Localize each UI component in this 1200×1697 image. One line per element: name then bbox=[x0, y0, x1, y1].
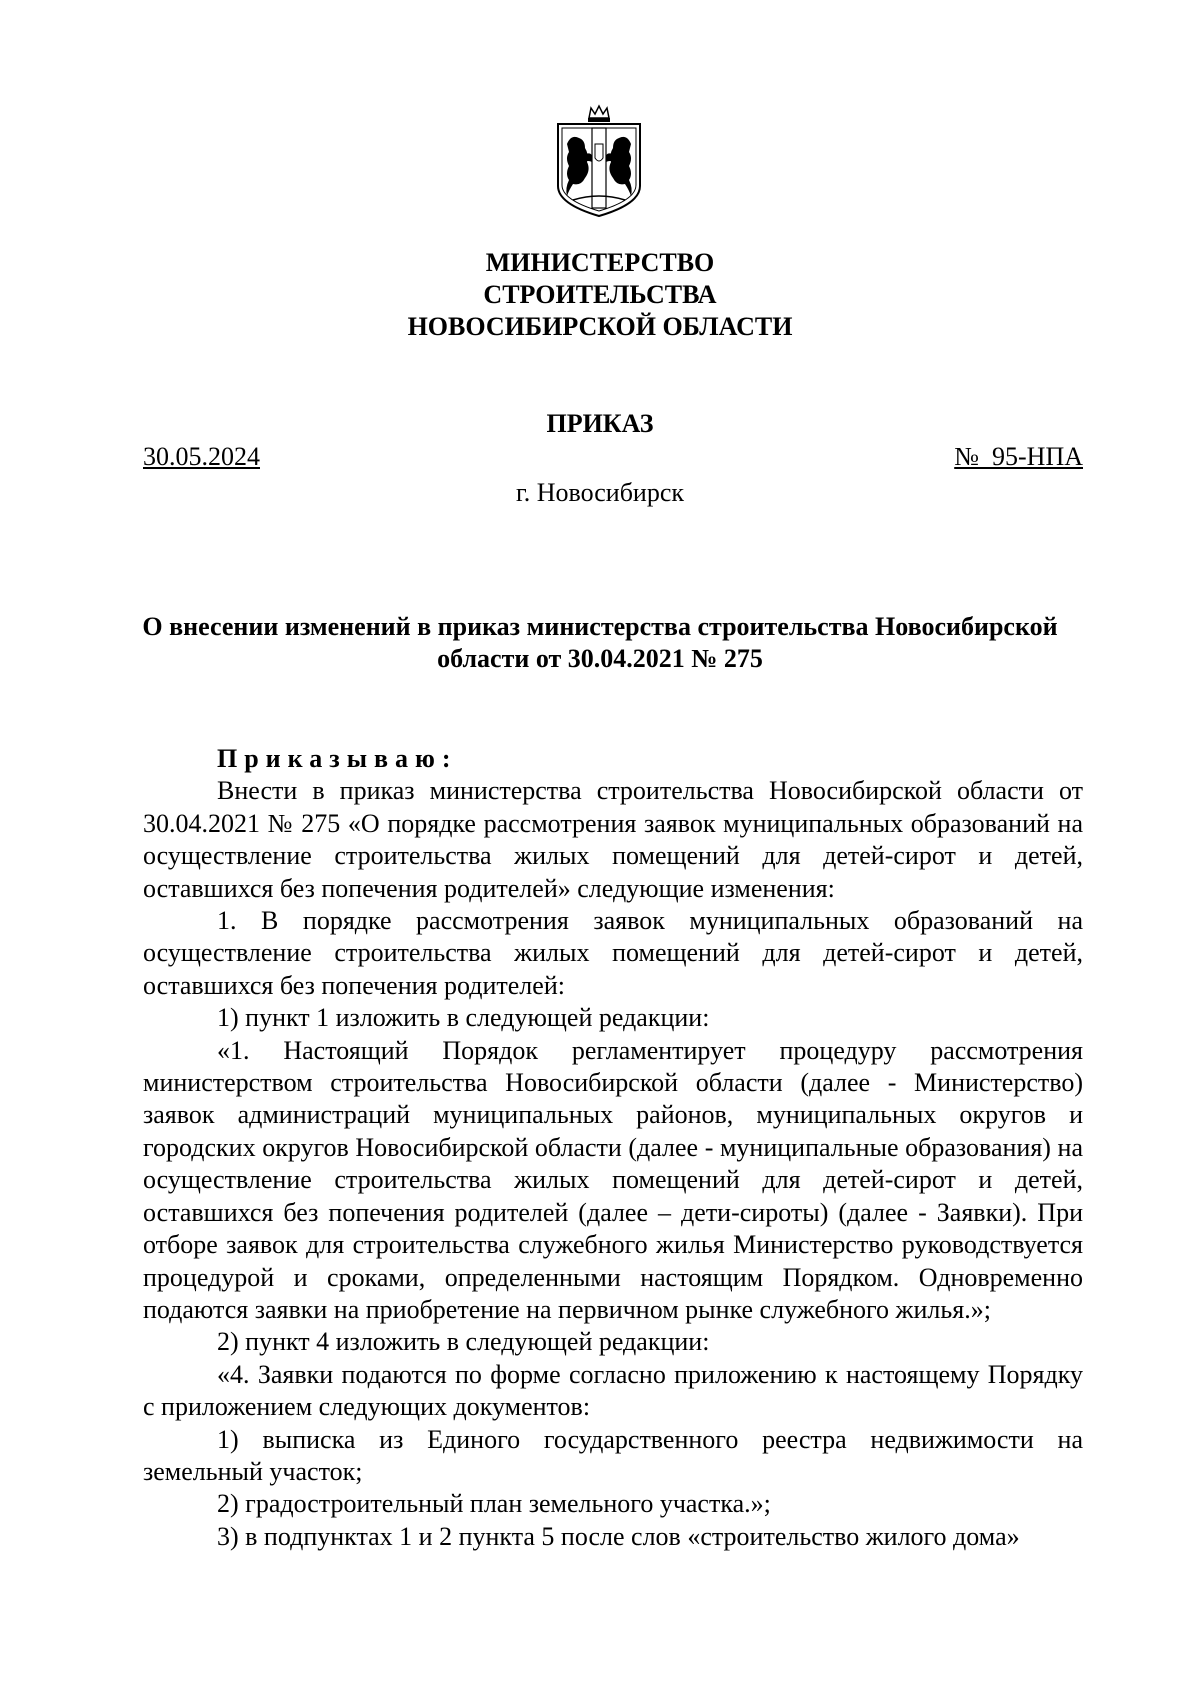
coat-of-arms-icon bbox=[555, 104, 643, 218]
order-command bbox=[143, 743, 1083, 775]
document-type: ПРИКАЗ bbox=[546, 409, 654, 438]
document-date: 30.05.2024 bbox=[143, 442, 260, 471]
body-paragraph: 1) пункт 1 изложить в следующей редакции: bbox=[217, 1003, 710, 1033]
body-paragraph: «1. Настоящий Порядок регламентирует процедуру рассмотрения министерством строительства Новосибирской области (далее - Министерство) заявок администраций муниципальных районов, муниципальных округов и городских округов Новосибирской области (далее - муниципальные образования) на осуществление строительства жилых помещений для детей-сирот и детей, оставшихся без попечения родителей (далее – дети-сироты) (далее - Заявки). При отборе заявок для строительства служебного жилья Министерство руководствуется процедурой и сроками, определенными настоящим Порядком. Одновременно подаются заявки на приобретение на первичном рынке служебного жилья.»; bbox=[143, 1035, 1083, 1324]
body-paragraph: «4. Заявки подаются по форме согласно приложению к настоящему Порядку с приложением следующих документов: bbox=[143, 1359, 1083, 1422]
document-body bbox=[143, 743, 1083, 1553]
document-number: № 95-НПА bbox=[954, 442, 1083, 471]
document-subject bbox=[0, 611, 1200, 675]
order-command-text: Приказываю: bbox=[217, 744, 458, 773]
ministry-line: СТРОИТЕЛЬСТВА bbox=[483, 280, 717, 309]
document-city: г. Новосибирск bbox=[515, 478, 685, 507]
body-paragraph: 2) пункт 4 изложить в следующей редакции: bbox=[217, 1327, 710, 1357]
ministry-line: НОВОСИБИРСКОЙ ОБЛАСТИ bbox=[407, 312, 793, 341]
ministry-line: МИНИСТЕРСТВО bbox=[485, 248, 715, 277]
body-paragraph: Внести в приказ министерства строительства Новосибирской области от 30.04.2021 № 275 «О порядке рассмотрения заявок муниципальных образований на осуществление строительства жилых помещений для детей-сирот и детей, оставшихся без попечения родителей» следующие изменения: bbox=[143, 776, 1083, 903]
ministry-name bbox=[0, 247, 1200, 343]
body-paragraph: 2) градостроительный план земельного участка.»; bbox=[217, 1489, 771, 1519]
subject-line: области от 30.04.2021 № 275 bbox=[437, 644, 763, 673]
subject-line: О внесении изменений в приказ министерства строительства Новосибирской bbox=[142, 612, 1058, 641]
body-paragraph: 3) в подпунктах 1 и 2 пункта 5 после слов «строительство жилого дома» bbox=[217, 1521, 1020, 1551]
body-paragraph: 1) выписка из Единого государственного реестра недвижимости на земельный участок; bbox=[143, 1424, 1083, 1486]
body-paragraph: 1. В порядке рассмотрения заявок муниципальных образований на осуществление строительства жилых помещений для детей-сирот и детей, оставшихся без попечения родителей: bbox=[143, 906, 1083, 1000]
